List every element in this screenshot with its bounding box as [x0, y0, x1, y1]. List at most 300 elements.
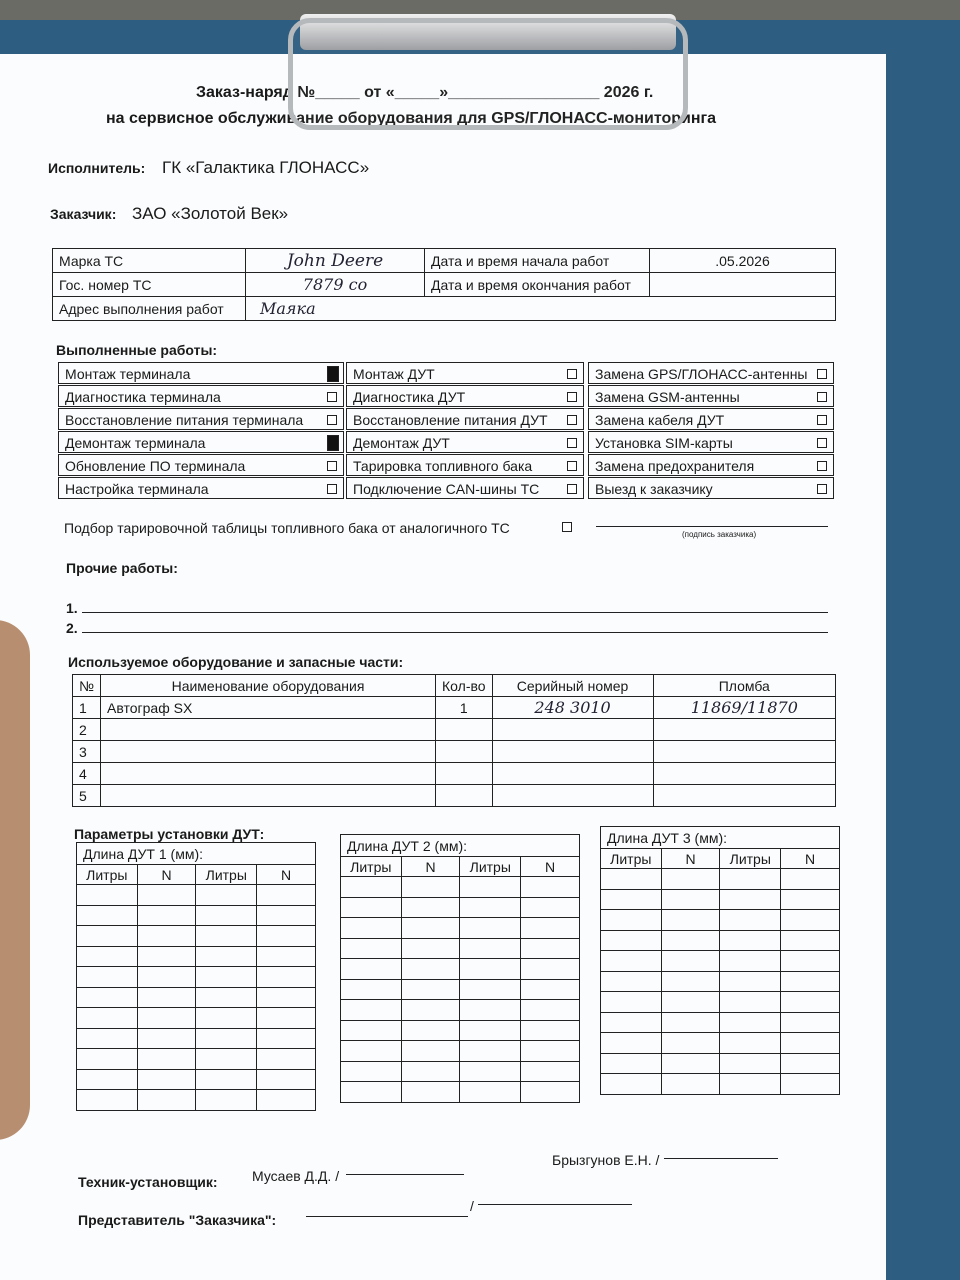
dut-cell[interactable]	[661, 951, 720, 972]
dut-cell[interactable]	[521, 1020, 580, 1041]
dut-cell[interactable]	[781, 1074, 840, 1095]
dut-cell[interactable]	[781, 910, 840, 931]
dut-table-3	[600, 826, 840, 1095]
dut-cell[interactable]	[781, 869, 840, 890]
customer-rep-label: Представитель "Заказчика":	[78, 1212, 277, 1228]
end-label: Дата и время окончания работ	[425, 273, 650, 297]
col-header-seal: Пломба	[653, 675, 835, 697]
row-number: 4	[73, 763, 101, 785]
dut-cell[interactable]	[257, 1028, 316, 1049]
equipment-qty[interactable]: 1	[436, 697, 493, 719]
dut-cell[interactable]	[781, 951, 840, 972]
dut-cell[interactable]	[401, 1082, 460, 1103]
dut-cell[interactable]	[137, 1090, 196, 1111]
equipment-qty[interactable]	[436, 785, 493, 807]
dut-row	[601, 869, 840, 890]
dut-cell[interactable]	[460, 897, 521, 918]
work-item	[58, 454, 344, 476]
dut-cell[interactable]	[401, 897, 460, 918]
dut-cell[interactable]	[401, 959, 460, 980]
dut-cell[interactable]	[196, 1090, 257, 1111]
dut-table-title: Длина ДУТ 2 (мм):	[341, 835, 580, 857]
dut-cell[interactable]	[196, 987, 257, 1008]
start-label: Дата и время начала работ	[425, 249, 650, 273]
dut-cell[interactable]	[341, 938, 402, 959]
seal-number[interactable]	[653, 785, 835, 807]
work-item	[58, 431, 344, 453]
dut-cell[interactable]	[781, 889, 840, 910]
equipment-qty[interactable]	[436, 741, 493, 763]
dut-cell[interactable]	[781, 992, 840, 1013]
dut-cell[interactable]	[521, 979, 580, 1000]
dut-cell[interactable]	[601, 910, 662, 931]
dut-col-header: Литры	[460, 857, 521, 877]
dut-row	[601, 930, 840, 951]
brand-label: Марка ТС	[53, 249, 246, 273]
dut-cell[interactable]	[460, 918, 521, 939]
dut-row	[601, 889, 840, 910]
work-item-label: Установка SIM-карты	[595, 435, 733, 451]
works-title: Выполненные работы:	[56, 342, 218, 358]
work-item-checkbox[interactable]	[567, 484, 577, 494]
dut-cell[interactable]	[257, 1008, 316, 1029]
dut-cell[interactable]	[401, 1000, 460, 1021]
dut-col-header: Литры	[77, 865, 138, 885]
dut-row	[77, 905, 316, 926]
dut-cell[interactable]	[661, 889, 720, 910]
dut-row	[341, 938, 580, 959]
work-item	[588, 408, 834, 430]
calibration-checkbox[interactable]	[562, 522, 572, 532]
dut-table-2	[340, 834, 580, 1103]
dut-cell[interactable]	[781, 1053, 840, 1074]
dut-cell[interactable]	[661, 1012, 720, 1033]
equipment-table	[72, 674, 836, 807]
equipment-title: Используемое оборудование и запасные части:	[68, 654, 404, 670]
clipboard-clip-wire	[288, 18, 688, 130]
dut-cell[interactable]	[341, 897, 402, 918]
dut-cell[interactable]	[196, 1069, 257, 1090]
col-header-number: №	[73, 675, 101, 697]
technician-name: Мусаев Д.Д. /	[252, 1168, 340, 1184]
dut-cell[interactable]	[401, 1041, 460, 1062]
dut-row	[77, 1049, 316, 1070]
equipment-qty[interactable]	[436, 763, 493, 785]
dut-cell[interactable]	[521, 877, 580, 898]
dut-cell[interactable]	[257, 926, 316, 947]
signature-caption: (подпись заказчика)	[682, 530, 757, 539]
dut-cell[interactable]	[720, 971, 781, 992]
work-item	[346, 385, 584, 407]
work-item	[58, 385, 344, 407]
work-item	[588, 362, 834, 384]
dut-cell[interactable]	[77, 905, 138, 926]
work-item	[58, 362, 344, 384]
dut-cell[interactable]	[720, 930, 781, 951]
dut-row	[341, 959, 580, 980]
dut-cell[interactable]	[137, 987, 196, 1008]
dut-cell[interactable]	[341, 1082, 402, 1103]
work-item-label: Выезд к заказчику	[595, 481, 713, 497]
dut-cell[interactable]	[720, 951, 781, 972]
other-works-title: Прочие работы:	[66, 560, 178, 576]
equipment-name[interactable]	[101, 719, 436, 741]
plate-label: Гос. номер ТС	[53, 273, 246, 297]
dut-cell[interactable]	[720, 910, 781, 931]
dut-cell[interactable]	[460, 1061, 521, 1082]
customer-signature-line[interactable]	[596, 526, 828, 527]
dut-cell[interactable]	[460, 1082, 521, 1103]
dut-row	[341, 1000, 580, 1021]
row-number: 5	[73, 785, 101, 807]
serial-number[interactable]: 248 3010	[492, 697, 653, 719]
plate-value[interactable]: 7879 со	[246, 273, 425, 297]
dut-cell[interactable]	[137, 1008, 196, 1029]
other-work-2-line[interactable]	[82, 632, 828, 633]
dut-cell[interactable]	[137, 885, 196, 906]
dut-cell[interactable]	[196, 967, 257, 988]
vehicle-info-table	[52, 248, 836, 321]
work-item-checkbox[interactable]	[327, 484, 337, 494]
dut-cell[interactable]	[77, 1049, 138, 1070]
dut-row	[601, 992, 840, 1013]
work-item	[588, 431, 834, 453]
dut-cell[interactable]	[77, 1008, 138, 1029]
dut-cell[interactable]	[661, 910, 720, 931]
dut-cell[interactable]	[341, 1061, 402, 1082]
dut-cell[interactable]	[720, 1033, 781, 1054]
dut-cell[interactable]	[601, 869, 662, 890]
equipment-name[interactable]	[101, 785, 436, 807]
other-work-1-number: 1.	[66, 600, 78, 616]
seal-number[interactable]	[653, 763, 835, 785]
work-item-label: Настройка терминала	[65, 481, 209, 497]
work-item-checkbox[interactable]	[327, 392, 337, 402]
dut-col-header: N	[257, 865, 316, 885]
dut-row	[77, 1069, 316, 1090]
dut-cell[interactable]	[401, 1061, 460, 1082]
work-item-label: Замена GSM-антенны	[595, 389, 740, 405]
serial-number[interactable]	[492, 785, 653, 807]
work-item-checkbox[interactable]	[817, 369, 827, 379]
col-header-qty: Кол-во	[436, 675, 493, 697]
other-work-1-line[interactable]	[82, 612, 828, 613]
work-item	[346, 477, 584, 499]
second-signature-line[interactable]	[664, 1158, 778, 1159]
dut-cell[interactable]	[521, 959, 580, 980]
dut-cell[interactable]	[77, 987, 138, 1008]
dut-cell[interactable]	[720, 869, 781, 890]
dut-row	[77, 926, 316, 947]
work-item-checkbox[interactable]	[327, 461, 337, 471]
seal-number[interactable]: 11869/11870	[653, 697, 835, 719]
executor-value: ГК «Галактика ГЛОНАСС»	[162, 158, 370, 177]
end-value[interactable]	[650, 273, 836, 297]
dut-cell[interactable]	[661, 1033, 720, 1054]
dut-cell[interactable]	[521, 1082, 580, 1103]
dut-row	[601, 910, 840, 931]
work-item-checkbox[interactable]	[327, 435, 339, 451]
dut-col-header: Литры	[601, 849, 662, 869]
dut-col-header: Литры	[196, 865, 257, 885]
equipment-name[interactable]	[101, 763, 436, 785]
table-row	[73, 763, 836, 785]
work-item-label: Замена кабеля ДУТ	[595, 412, 725, 428]
dut-cell[interactable]	[661, 1074, 720, 1095]
dut-cell[interactable]	[196, 1049, 257, 1070]
dut-cell[interactable]	[720, 1053, 781, 1074]
customer-rep-name-line[interactable]	[306, 1216, 468, 1217]
work-item	[588, 385, 834, 407]
dut-row	[601, 1053, 840, 1074]
dut-col-header: Литры	[341, 857, 402, 877]
dut-row	[77, 946, 316, 967]
work-item	[58, 477, 344, 499]
dut-cell[interactable]	[257, 905, 316, 926]
work-item	[588, 454, 834, 476]
dut-cell[interactable]	[661, 869, 720, 890]
dut-cell[interactable]	[341, 877, 402, 898]
work-item-label: Замена GPS/ГЛОНАСС-антенны	[595, 366, 808, 382]
dut-cell[interactable]	[77, 885, 138, 906]
dut-cell[interactable]	[781, 1012, 840, 1033]
dut-row	[77, 885, 316, 906]
technician-signature-line[interactable]	[346, 1174, 464, 1175]
dut-cell[interactable]	[720, 1074, 781, 1095]
dut-table-title: Длина ДУТ 3 (мм):	[601, 827, 840, 849]
work-item	[58, 408, 344, 430]
dut-cell[interactable]	[601, 1033, 662, 1054]
work-item-label: Демонтаж терминала	[65, 435, 206, 451]
customer-label: Заказчик:	[50, 206, 117, 222]
work-item	[346, 408, 584, 430]
dut-cell[interactable]	[77, 1069, 138, 1090]
row-number: 2	[73, 719, 101, 741]
row-number: 3	[73, 741, 101, 763]
dut-cell[interactable]	[257, 885, 316, 906]
work-item-label: Диагностика терминала	[65, 389, 221, 405]
dut-cell[interactable]	[401, 979, 460, 1000]
dut-row	[601, 971, 840, 992]
dut-row	[77, 987, 316, 1008]
dut-cell[interactable]	[460, 1041, 521, 1062]
brand-value[interactable]: John Deere	[246, 249, 425, 273]
dut-col-header: N	[781, 849, 840, 869]
second-technician-name: Брызгунов Е.Н. /	[552, 1152, 660, 1168]
dut-cell[interactable]	[720, 1012, 781, 1033]
dut-cell[interactable]	[257, 1049, 316, 1070]
dut-cell[interactable]	[601, 930, 662, 951]
dut-cell[interactable]	[196, 885, 257, 906]
work-item-label: Восстановление питания ДУТ	[353, 412, 548, 428]
dut-col-header: N	[661, 849, 720, 869]
work-item-checkbox[interactable]	[567, 415, 577, 425]
work-item-checkbox[interactable]	[817, 415, 827, 425]
equipment-name[interactable]	[101, 741, 436, 763]
work-item-label: Диагностика ДУТ	[353, 389, 466, 405]
dut-cell[interactable]	[460, 1000, 521, 1021]
dut-cell[interactable]	[781, 930, 840, 951]
dut-cell[interactable]	[77, 1028, 138, 1049]
dut-cell[interactable]	[257, 967, 316, 988]
dut-cell[interactable]	[257, 987, 316, 1008]
dut-cell[interactable]	[601, 889, 662, 910]
dut-cell[interactable]	[137, 1049, 196, 1070]
dut-cell[interactable]	[460, 938, 521, 959]
dut-cell[interactable]	[137, 967, 196, 988]
address-label: Адрес выполнения работ	[53, 297, 246, 321]
dut-cell[interactable]	[196, 1008, 257, 1029]
serial-number[interactable]	[492, 719, 653, 741]
dut-row	[341, 877, 580, 898]
work-item-label: Монтаж терминала	[65, 366, 191, 382]
dut-cell[interactable]	[601, 1012, 662, 1033]
work-item-checkbox[interactable]	[817, 438, 827, 448]
customer-rep-slash: /	[470, 1198, 474, 1214]
dut-cell[interactable]	[661, 971, 720, 992]
dut-cell[interactable]	[601, 971, 662, 992]
dut-row	[341, 979, 580, 1000]
dut-cell[interactable]	[661, 992, 720, 1013]
work-item	[346, 431, 584, 453]
work-item-label: Восстановление питания терминала	[65, 412, 304, 428]
dut-cell[interactable]	[257, 946, 316, 967]
dut-cell[interactable]	[341, 959, 402, 980]
equipment-name[interactable]: Автограф SX	[101, 697, 436, 719]
dut-cell[interactable]	[196, 926, 257, 947]
dut-cell[interactable]	[77, 967, 138, 988]
dut-cell[interactable]	[257, 1069, 316, 1090]
dut-cell[interactable]	[460, 877, 521, 898]
dut-cell[interactable]	[196, 946, 257, 967]
dut-cell[interactable]	[601, 1053, 662, 1074]
hand-holding-clipboard	[0, 620, 30, 1140]
dut-cell[interactable]	[341, 918, 402, 939]
serial-number[interactable]	[492, 741, 653, 763]
dut-cell[interactable]	[401, 938, 460, 959]
dut-row	[601, 1033, 840, 1054]
technician-label: Техник-установщик:	[78, 1174, 218, 1190]
dut-cell[interactable]	[460, 1020, 521, 1041]
dut-row	[77, 1090, 316, 1111]
dut-cell[interactable]	[601, 1074, 662, 1095]
dut-cell[interactable]	[341, 1020, 402, 1041]
equipment-qty[interactable]	[436, 719, 493, 741]
other-work-2-number: 2.	[66, 620, 78, 636]
customer-value: ЗАО «Золотой Век»	[132, 204, 289, 223]
dut-cell[interactable]	[401, 918, 460, 939]
dut-cell[interactable]	[460, 959, 521, 980]
dut-cell[interactable]	[137, 946, 196, 967]
customer-rep-signature-line[interactable]	[478, 1204, 632, 1205]
dut-row	[601, 951, 840, 972]
dut-cell[interactable]	[137, 1028, 196, 1049]
seal-number[interactable]	[653, 719, 835, 741]
dut-cell[interactable]	[661, 1053, 720, 1074]
dut-row	[77, 1028, 316, 1049]
dut-cell[interactable]	[77, 1090, 138, 1111]
dut-row	[341, 1082, 580, 1103]
dut-table-1	[76, 842, 316, 1111]
table-row	[73, 719, 836, 741]
dut-col-header: Литры	[720, 849, 781, 869]
dut-cell[interactable]	[196, 1028, 257, 1049]
dut-col-header: N	[401, 857, 460, 877]
work-item-label: Обновление ПО терминала	[65, 458, 246, 474]
work-item-checkbox[interactable]	[567, 461, 577, 471]
table-row	[73, 741, 836, 763]
dut-cell[interactable]	[720, 889, 781, 910]
dut-table-title: Длина ДУТ 1 (мм):	[77, 843, 316, 865]
work-item	[346, 454, 584, 476]
dut-cell[interactable]	[781, 971, 840, 992]
dut-cell[interactable]	[401, 877, 460, 898]
document-subtitle: на сервисное обслуживание оборудования для GPS/ГЛОНАСС-мониторинга	[106, 110, 717, 127]
dut-cell[interactable]	[257, 1090, 316, 1111]
work-item-checkbox[interactable]	[817, 484, 827, 494]
address-value[interactable]: Маяка	[246, 297, 836, 321]
dut-row	[601, 1012, 840, 1033]
dut-col-header: N	[137, 865, 196, 885]
table-row	[73, 697, 836, 719]
dut-cell[interactable]	[401, 1020, 460, 1041]
dut-cell[interactable]	[460, 979, 521, 1000]
dut-cell[interactable]	[137, 926, 196, 947]
dut-col-header: N	[521, 857, 580, 877]
dut-row	[77, 967, 316, 988]
dut-cell[interactable]	[661, 930, 720, 951]
start-value[interactable]: .05.2026	[650, 249, 836, 273]
seal-number[interactable]	[653, 741, 835, 763]
dut-cell[interactable]	[521, 938, 580, 959]
work-item	[346, 362, 584, 384]
dut-cell[interactable]	[720, 992, 781, 1013]
dut-cell[interactable]	[781, 1033, 840, 1054]
dut-cell[interactable]	[601, 951, 662, 972]
dut-cell[interactable]	[521, 1000, 580, 1021]
work-item-checkbox[interactable]	[817, 461, 827, 471]
work-item-checkbox[interactable]	[567, 369, 577, 379]
dut-cell[interactable]	[341, 979, 402, 1000]
dut-cell[interactable]	[77, 946, 138, 967]
dut-row	[77, 1008, 316, 1029]
dut-cell[interactable]	[341, 1041, 402, 1062]
work-item-checkbox[interactable]	[327, 366, 339, 382]
dut-title: Параметры установки ДУТ:	[74, 826, 265, 842]
dut-cell[interactable]	[196, 905, 257, 926]
work-item-checkbox[interactable]	[817, 392, 827, 402]
calibration-label: Подбор тарировочной таблицы топливного бака от аналогичного ТС	[64, 520, 510, 536]
dut-cell[interactable]	[521, 1061, 580, 1082]
work-item-checkbox[interactable]	[327, 415, 337, 425]
dut-cell[interactable]	[601, 992, 662, 1013]
serial-number[interactable]	[492, 763, 653, 785]
work-item-checkbox[interactable]	[567, 392, 577, 402]
dut-cell[interactable]	[341, 1000, 402, 1021]
dut-cell[interactable]	[521, 897, 580, 918]
dut-cell[interactable]	[137, 1069, 196, 1090]
dut-cell[interactable]	[137, 905, 196, 926]
dut-cell[interactable]	[521, 1041, 580, 1062]
dut-row	[341, 1020, 580, 1041]
dut-cell[interactable]	[521, 918, 580, 939]
work-item-checkbox[interactable]	[567, 438, 577, 448]
dut-cell[interactable]	[77, 926, 138, 947]
row-number: 1	[73, 697, 101, 719]
dut-row	[341, 897, 580, 918]
dut-row	[601, 1074, 840, 1095]
work-item-label: Подключение CAN-шины ТС	[353, 481, 540, 497]
